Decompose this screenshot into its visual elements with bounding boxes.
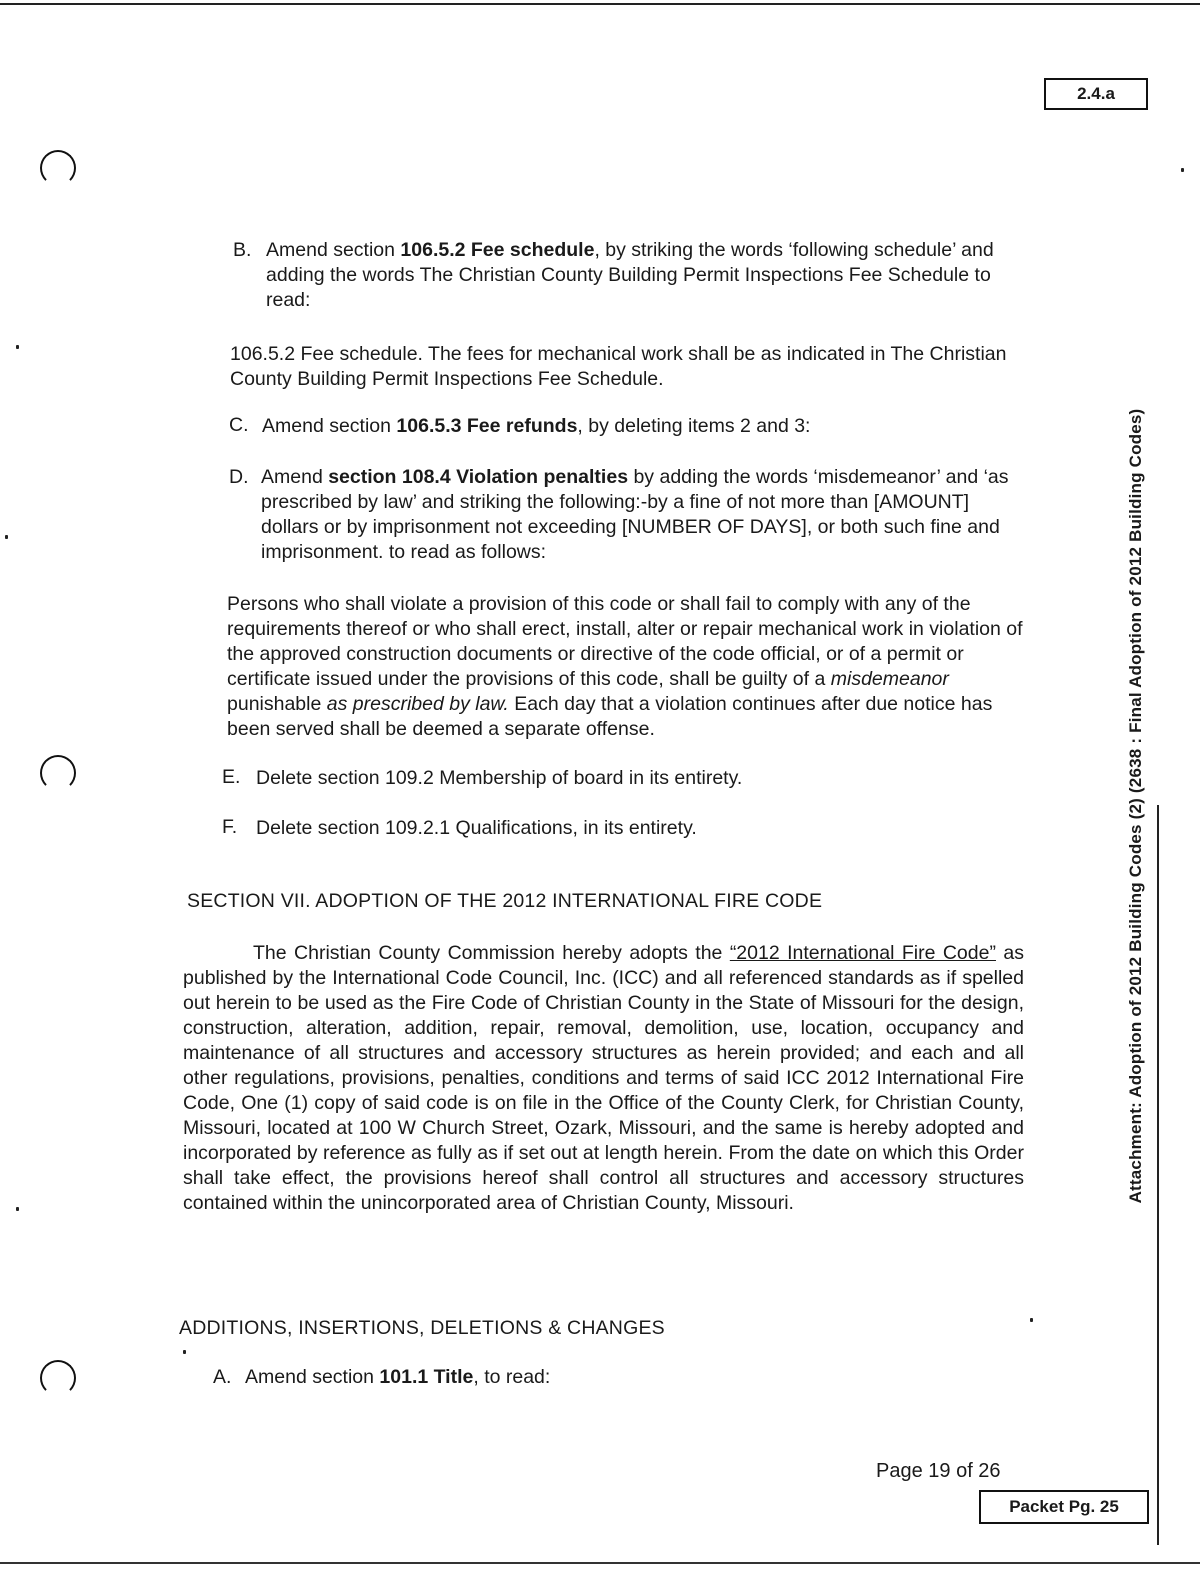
top-rule [0, 3, 1200, 5]
page-number: Page 19 of 26 [876, 1460, 1001, 1482]
scan-speck [1181, 168, 1184, 172]
item-label: A. [213, 1366, 232, 1388]
section-heading: ADDITIONS, INSERTIONS, DELETIONS & CHANGES [179, 1317, 665, 1339]
item-label: C. [229, 414, 249, 436]
fire-code-adoption-text: The Christian County Commission hereby adopts the “2012 International Fire Code” as published by the International Code Council, Inc. (ICC) and all referenced standards as if spelled out herein to be used as the Fire Code of Christian County in the State of Missouri for the design, construction, alteration, addition, repair, removal, demolition, use, location, occupancy and maintenance of all structures and accessory structures as herein provided; and each and all other regulations, provisions, penalties, conditions and terms of said ICC 2012 International Fire Code, One (1) copy of said code is on file in the Office of the County Clerk, for Christian County, Missouri, located at 100 W Church Street, Ozark, Missouri, and the same is hereby adopted and incorporated by reference as fully as if set out at length herein. From the date on which this Order shall take effect, the provisions hereof shall control all structures and accessory structures contained within the unincorporated area of Christian County, Missouri. [183, 942, 1024, 1214]
section-heading: SECTION VII. ADOPTION OF THE 2012 INTERNATIONAL FIRE CODE [187, 890, 823, 912]
amendment-d: Amend section 108.4 Violation penalties by adding the words ‘misdemeanor’ and ‘as prescribed by law’ and striking the following:-by a fine of not more than [AMOUNT] dollars or by imprisonment not exceeding [NUMBER OF DAYS], or both such fine and imprisonment. to read as follows: [261, 466, 1009, 563]
fee-schedule-text: 106.5.2 Fee schedule. The fees for mechanical work shall be as indicated in The Christian County Building Permit Inspections Fee Schedule. [230, 343, 1007, 390]
agenda-tag: 2.4.a [1044, 78, 1148, 110]
amendment-e: Delete section 109.2 Membership of board in its entirety. [256, 767, 743, 789]
item-label: B. [233, 239, 252, 261]
margin-line [1157, 805, 1159, 1545]
packet-page-box: Packet Pg. 25 [979, 1490, 1149, 1524]
violation-penalties-text: Persons who shall violate a provision of this code or shall fail to comply with any of the requirements thereof or who shall erect, install, alter or repair mechanical work in violation of the approved construction documents or directive of the code official, or of a permit or certificate issued under the provisions of this code, shall be guilty of a misdemeanor punishable as prescribed by law. Each day that a violation continues after due notice has been served shall be deemed a separate offense. [227, 593, 1023, 740]
scan-speck [16, 1207, 19, 1211]
punch-hole-icon [40, 1360, 76, 1396]
amendment-c: Amend section 106.5.3 Fee refunds, by deleting items 2 and 3: [262, 415, 811, 437]
item-label: F. [222, 816, 238, 838]
amendment-b: Amend section 106.5.2 Fee schedule, by striking the words ‘following schedule’ and adding the words The Christian County Building Permit Inspections Fee Schedule to read: [266, 239, 994, 311]
amendment-f: Delete section 109.2.1 Qualifications, in its entirety. [256, 817, 697, 839]
item-label: D. [229, 466, 249, 488]
scan-speck [1030, 1318, 1033, 1322]
amendment-a: Amend section 101.1 Title, to read: [245, 1366, 551, 1388]
attachment-sidebar-label: Attachment: Adoption of 2012 Building Codes (2) (2638 : Final Adoption of 2012 Building Codes) [1126, 408, 1145, 1204]
item-label: E. [222, 766, 241, 788]
scan-speck [183, 1350, 186, 1354]
scan-speck [16, 345, 19, 349]
scan-speck [5, 535, 8, 539]
bottom-rule [0, 1562, 1200, 1564]
punch-hole-icon [40, 755, 76, 791]
punch-hole-icon [40, 150, 76, 186]
